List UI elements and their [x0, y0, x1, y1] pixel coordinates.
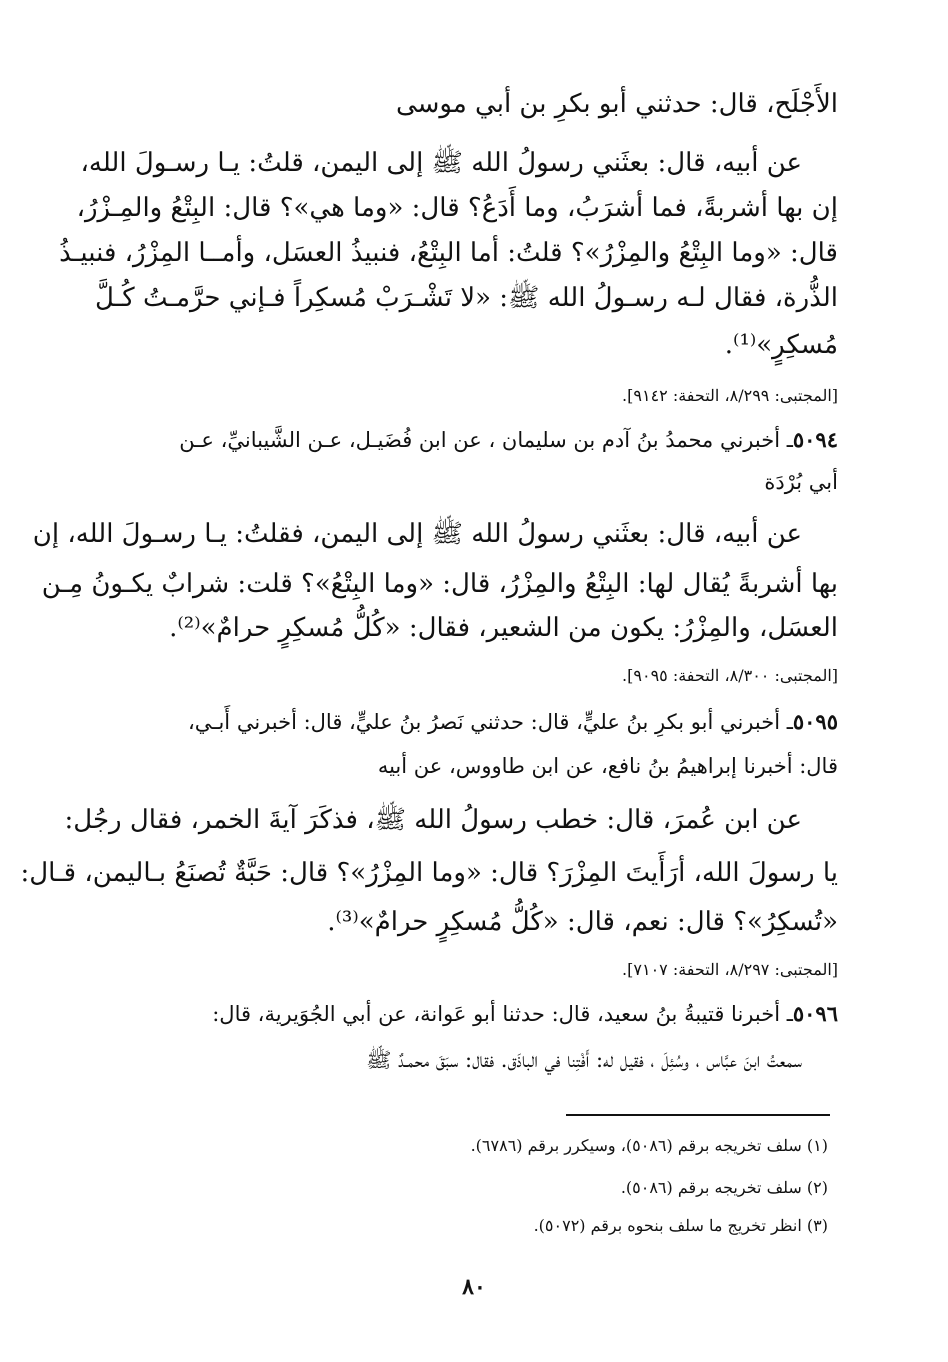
hadith-heading — [130, 424, 838, 456]
text-line: مُسكِرٍ»⁽¹⁾. — [724, 330, 838, 360]
text-line: العسَل، والمِزْرُ: يكون من الشعير، فقال: «كُلُّ مُسكِرٍ حرامٌ»⁽²⁾. — [169, 613, 838, 643]
footnote: (٣) انظر تخريج ما سلف بنحوه برقم (٥٠٧٢). — [533, 1216, 828, 1235]
footnote-divider — [566, 1114, 830, 1116]
page-number: ٨٠ — [462, 1274, 486, 1300]
text-line: عن أبيه، قال: بعثَني رسولُ الله ﷺ إلى اليمن، فقلتُ: يـا رسـولَ الله، إن — [32, 519, 802, 549]
hadith-number: ٥٠٩٤ — [792, 427, 838, 452]
text-line: الذُّرة، فقال لـه رسـولُ الله ﷺ: «لا تَشْـرَبْ مُسكِراً فـإني حرَّمـتُ كُـلَّ — [95, 283, 838, 313]
footnote: (١) سلف تخريجه برقم (٥٠٨٦)، وسيكرر برقم (٦٧٨٦). — [470, 1136, 828, 1155]
hadith-isnad: ـ أخبرني محمدُ بنُ آدم بن سليمان ، عن ابن فُضَيـل، عـن الشَّيبانيِّ، عـن — [179, 428, 793, 452]
hadith-isnad-continued: أبي بُرْدَة — [764, 470, 838, 494]
hadith-isnad-continued: قال: أخبرنا إبراهيمُ بنُ نافع، عن ابن طاووس، عن أبيه — [377, 754, 838, 778]
citation: [المجتبى: ٨/٢٩٧، التحفة: ٧١٠٧]. — [622, 960, 838, 979]
text-line: سمعتُ ابنَ عبَّاس ، وسُئِلَ ، فقيل له: أَفْتِنا في الباذَق. فقال: سبَقَ محمـدٌ ﷺ — [366, 1048, 802, 1072]
hadith-heading — [130, 998, 838, 1030]
text-line: «تُسكِرُ»؟ قال: نعم، قال: «كُلُّ مُسكِرٍ حرامٌ»⁽³⁾. — [327, 907, 838, 937]
text-line: عن ابن عُمرَ، قال: خطب رسولُ الله ﷺ، فذكَرَ آيةَ الخمر، فقال رجُل: — [64, 805, 802, 835]
hadith-heading — [130, 706, 838, 738]
citation: [المجتبى: ٨/٢٩٩، التحفة: ٩١٤٢]. — [622, 386, 838, 405]
text-line: بها أشربةً يُقال لها: البِتْعُ والمِزْرُ، قال: «وما البِتْعُ»؟ قلت: شرابٌ يكـونُ مِـن — [41, 569, 838, 599]
hadith-number: ٥٠٩٥ — [792, 709, 838, 734]
footnote: (٢) سلف تخريجه برقم (٥٠٨٦). — [620, 1178, 828, 1197]
text-line: الأَجْلَح، قال: حدثني أبو بكرِ بن أبي موسى — [395, 89, 838, 119]
text-line: قال: «وما البِتْعُ والمِزْرُ»؟ قلتُ: أما البِتْعُ، فنبيذُ العسَل، وأمــا المِزْرُ، فنبيـذُ — [59, 238, 838, 268]
hadith-isnad: ـ أخبرني أبو بكرِ بنُ عليٍّ، قال: حدثني نَصرُ بنُ عليٍّ، قال: أخبرني أَبـي، — [188, 710, 793, 734]
text-line: إن بها أشربةً، فما أشرَبُ، وما أَدَعُ؟ قال: «وما هي»؟ قال: البِتْعُ والمِـزْرُ، — [76, 193, 838, 223]
text-line: يا رسولَ الله، أرَأَيتَ المِزْرَ؟ قال: «وما المِزْرُ»؟ قال: حَبَّةٌ تُصنَعُ بـاليمن، قـال: — [20, 858, 838, 888]
hadith-isnad: ـ أخبرنا قتيبةُ بنُ سعيد، قال: حدثنا أبو عَوانة، عن أبي الجُوَيرية، قال: — [212, 1002, 793, 1026]
hadith-number: ٥٠٩٦ — [792, 1001, 838, 1026]
text-line: عن أبيه، قال: بعثَني رسولُ الله ﷺ إلى اليمن، قلتُ: يـا رسـولَ الله، — [80, 148, 802, 178]
citation: [المجتبى: ٨/٣٠٠، التحفة: ٩٠٩٥]. — [622, 666, 838, 685]
